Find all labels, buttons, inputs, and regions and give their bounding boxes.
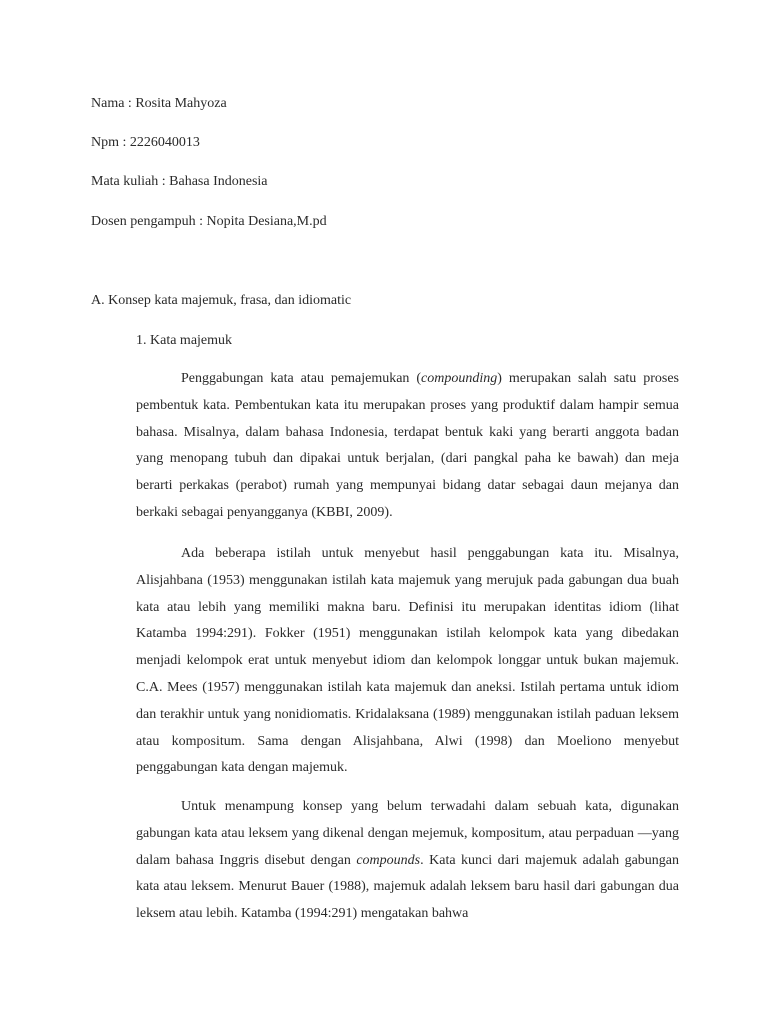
lecturer-name: Dosen pengampuh : Nopita Desiana,M.pd <box>91 214 327 229</box>
paragraph-1: Penggabungan kata atau pemajemukan (compounding) merupakan salah satu proses pembentuk kata. Pembentukan kata itu merupakan proses yang produktif dalam hampir semua bahasa. Misalnya, dalam bahasa Indonesia, terdapat bentuk kaki yang berarti anggota badan yang menopang tubuh dan dipakai untuk berjalan, (dari pangkal paha ke bawah) dan meja berarti perkakas (perabot) rumah yang mempunyai bidang datar sebagai daun mejanya dan berkaki sebagai penyangganya (KBBI, 2009). <box>136 371 679 520</box>
student-npm: Npm : 2226040013 <box>91 135 200 150</box>
student-name: Nama : Rosita Mahyoza <box>91 96 227 111</box>
paragraph-2: Ada beberapa istilah untuk menyebut hasil penggabungan kata itu. Misalnya, Alisjahbana (1953) menggunakan istilah kata majemuk yang merujuk pada gabungan dua buah kata atau lebih yang memiliki makna baru. Definisi itu merupakan identitas idiom (lihat Katamba 1994:291). Fokker (1951) menggunakan istilah kelompok kata yang dibedakan menjadi kelompok erat untuk menyebut idiom dan kelompok longgar untuk bukan majemuk. C.A. Mees (1957) menggunakan istilah kata majemuk dan aneksi. Istilah pertama untuk idiom dan terakhir untuk yang nonidiomatis. Kridalaksana (1989) menggunakan istilah paduan leksem atau kompositum. Sama dengan Alisjahbana, Alwi (1998) dan Moeliono menyebut penggabungan kata dengan majemuk. <box>136 546 679 776</box>
paragraph-3: Untuk menampung konsep yang belum terwadahi dalam sebuah kata, digunakan gabungan kata atau leksem yang dikenal dengan mejemuk, kompositum, atau perpaduan —yang dalam bahasa Inggris disebut dengan compounds. Kata kunci dari majemuk adalah gabungan kata atau leksem. Menurut Bauer (1988), majemuk adalah leksem baru hasil dari gabungan dua leksem atau lebih. Katamba (1994:291) mengatakan bahwa <box>136 799 679 922</box>
section-heading: A. Konsep kata majemuk, frasa, dan idiomatic <box>91 293 352 308</box>
subsection-heading: 1. Kata majemuk <box>136 333 233 348</box>
course-name: Mata kuliah : Bahasa Indonesia <box>91 174 268 189</box>
